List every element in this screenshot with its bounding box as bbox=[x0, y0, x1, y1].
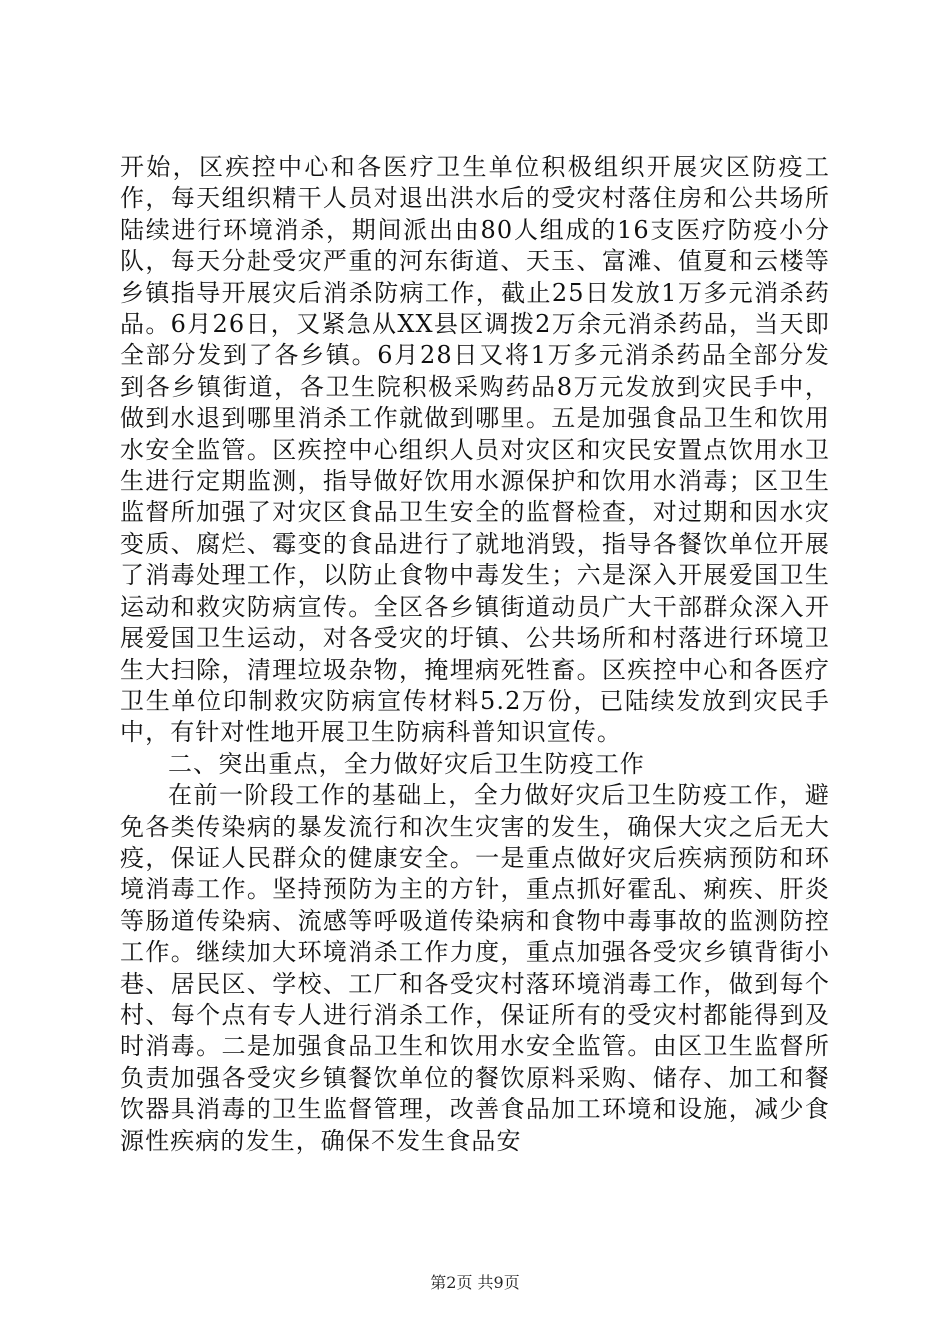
body-paragraph-1: 开始，区疾控中心和各医疗卫生单位积极组织开展灾区防疫工作，每天组织精干人员对退出洪水后的受灾村落住房和公共场所陆续进行环境消杀，期间派出由80人组成的16支医疗防疫小分队，每天分赴受灾严重的河东街道、天玉、富滩、值夏和云楼等乡镇指导开展灾后消杀防病工作，截止25日发放1万多元消杀药品。6月26日，又紧急从XX县区调拨2万余元消杀药品，当天即全部分发到了各乡镇。6月28日又将1万多元消杀药品全部分发到各乡镇街道，各卫生院积极采购药品8万元发放到灾民手中，做到水退到哪里消杀工作就做到哪里。五是加强食品卫生和饮用水安全监管。区疾控中心组织人员对灾区和灾民安置点饮用水卫生进行定期监测，指导做好饮用水源保护和饮用水消毒；区卫生监督所加强了对灾区食品卫生安全的监督检查，对过期和因水灾变质、腐烂、霉变的食品进行了就地消毁，指导各餐饮单位开展了消毒处理工作，以防止食物中毒发生；六是深入开展爱国卫生运动和救灾防病宣传。全区各乡镇街道动员广大干部群众深入开展爱国卫生运动，对各受灾的圩镇、公共场所和村落进行环境卫生大扫除，清理垃圾杂物，掩埋病死牲畜。区疾控中心和各医疗卫生单位印制救灾防病宣传材料5.2万份，已陆续发放到灾民手中，有针对性地开展卫生防病科普知识宣传。 bbox=[120, 153, 830, 747]
body-paragraph-2: 在前一阶段工作的基础上，全力做好灾后卫生防疫工作，避免各类传染病的暴发流行和次生灾害的发生，确保大灾之后无大疫，保证人民群众的健康安全。一是重点做好灾后疾病预防和环境消毒工作。坚持预防为主的方针，重点抓好霍乱、痢疾、肝炎等肠道传染病、流感等呼吸道传染病和食物中毒事故的监测防控工作。继续加大环境消杀工作力度，重点加强各受灾乡镇背街小巷、居民区、学校、工厂和各受灾村落环境消毒工作，做到每个村、每个点有专人进行消杀工作，保证所有的受灾村都能得到及时消毒。二是加强食品卫生和饮用水安全监管。由区卫生监督所负责加强各受灾乡镇餐饮单位的餐饮原料采购、储存、加工和餐饮器具消毒的卫生监督管理，改善食品加工环境和设施，减少食源性疾病的发生，确保不发生食品安 bbox=[120, 781, 830, 1155]
section-heading: 二、突出重点，全力做好灾后卫生防疫工作 bbox=[168, 749, 645, 778]
page-number-footer: 第2页 共9页 bbox=[430, 1273, 520, 1292]
document-body bbox=[120, 152, 830, 1157]
